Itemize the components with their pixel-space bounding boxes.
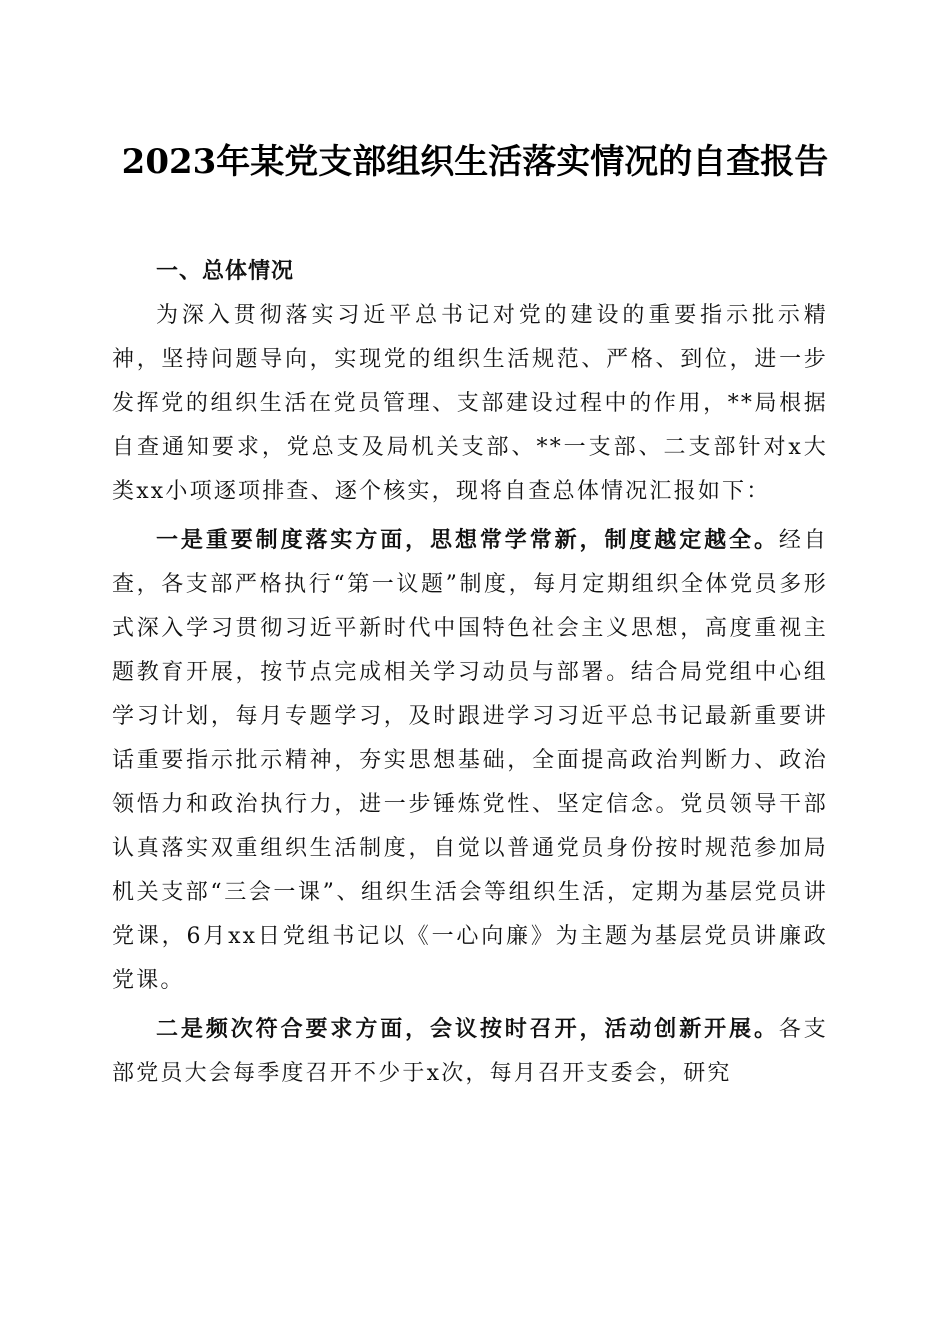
paragraph-institution-text: 经自查，各支部严格执行“第一议题”制度，每月定期组织全体党员多形式深入学习贯彻习近平新时代中国特色社会主义思想，高度重视主题教育开展，按节点完成相关学习动员与部署。结合局党组中心组学习计划，每月专题学习，及时跟进学习习近平总书记最新重要讲话重要指示批示精神，夯实思想基础，全面提高政治判断力、政治领悟力和政治执行力，进一步锤炼党性、坚定信念。党员领导干部认真落实双重组织生活制度，自觉以普通党员身份按时规范参加局机关支部“三会一课”、组织生活会等组织生活，定期为基层党员讲党课，6月xx日党组书记以《一心向廉》为主题为基层党员讲廉政党课。: [112, 528, 828, 993]
paragraph-frequency-lead: 二是频次符合要求方面，会议按时召开，活动创新开展。: [156, 1016, 779, 1042]
paragraph-institution: [112, 518, 828, 1003]
paragraph-frequency: [112, 1007, 828, 1096]
paragraph-intro: [112, 294, 828, 514]
paragraph-frequency-text: 各支部党员大会每季度召开不少于x次，每月召开支委会，研究: [112, 1017, 828, 1086]
section-heading: 一、总体情况: [156, 259, 295, 284]
document-title: 2023年某党支部组织生活落实情况的自查报告: [121, 142, 829, 182]
paragraph-intro-text: 为深入贯彻落实习近平总书记对党的建设的重要指示批示精神，坚持问题导向，实现党的组织生活规范、严格、到位，进一步发挥党的组织生活在党员管理、支部建设过程中的作用，**局根据自查通知要求，党总支及局机关支部、**一支部、二支部针对x大类xx小项逐项排查、逐个核实，现将自查总体情况汇报如下：: [112, 303, 828, 504]
document-body: [112, 250, 828, 1096]
paragraph-institution-lead: 一是重要制度落实方面，思想常学常新，制度越定越全。: [156, 527, 779, 553]
